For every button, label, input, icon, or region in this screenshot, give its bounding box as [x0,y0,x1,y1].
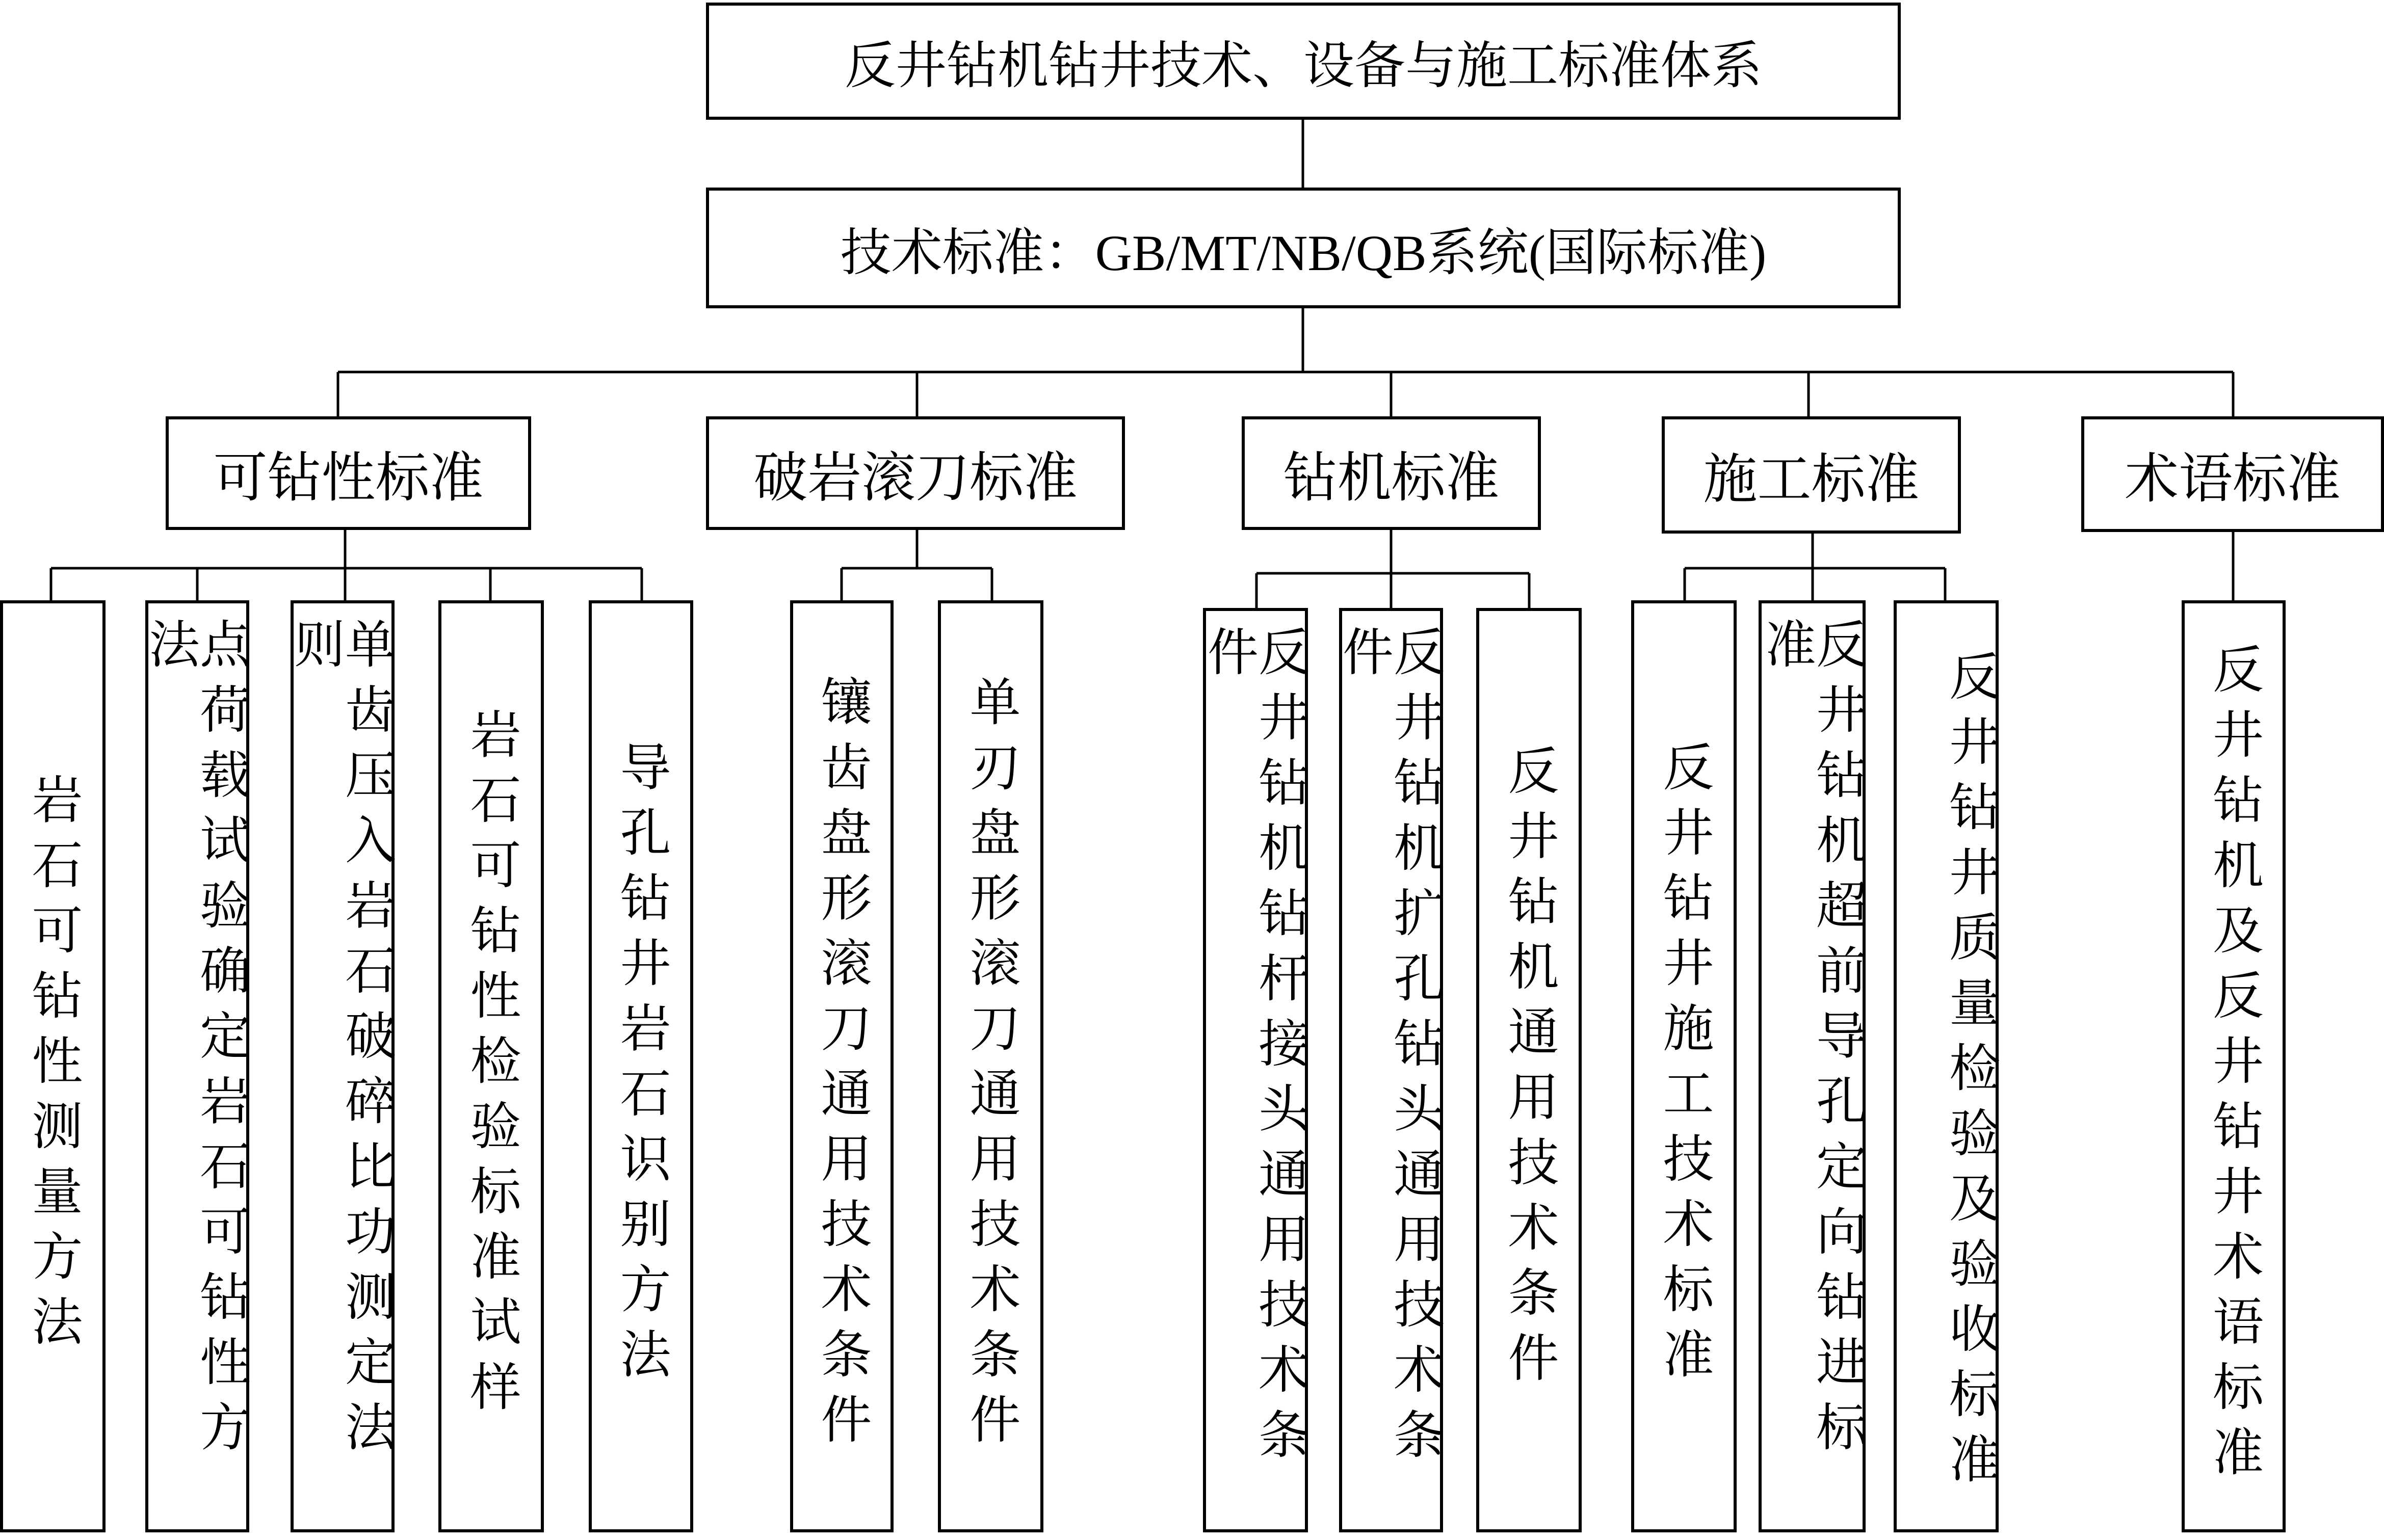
category-drilling-rig-label: 钻机标准 [1283,446,1500,509]
category-construction-box [1662,416,1961,534]
category-terminology-box [2081,416,2384,532]
leaf-reaming-bit: 反井钻机扩孔钻头通用技术条件 [1339,608,1443,1532]
category-construction-label: 施工标准 [1703,448,1920,511]
leaf-insert-disc-cutter: 镶齿盘形滚刀通用技术条件 [790,600,894,1532]
leaf-quality-inspection-acceptance: 反井钻井质量检验及验收标准 [1894,600,1999,1532]
leaf-directional-pilot-drilling: 反井钻机超前导孔定向钻进标准 [1759,600,1866,1532]
leaf-terminology: 反井钻机及反井钻井术语标准 [2182,600,2286,1532]
technical-standards-label: 技术标准：GB/MT/NB/QB系统(国际标准) [840,224,1767,281]
leaf-rig-general-conditions: 反井钻机通用技术条件 [1476,608,1582,1532]
leaf-drillability-test-sample: 岩石可钻性检验标准试样 [438,600,544,1532]
category-drillability-label: 可钻性标准 [213,446,484,509]
leaf-single-edge-disc-cutter: 单刃盘形滚刀通用技术条件 [938,600,1043,1532]
leaf-single-tooth-indentation: 单齿压入岩石破碎比功测定法则 [291,600,395,1532]
leaf-point-load-test: 点荷载试验确定岩石可钻性方法 [145,600,249,1532]
root-title: 反井钻机钻井技术、设备与施工标准体系 [845,36,1762,95]
leaf-pilot-hole-rock-identification: 导孔钻井岩石识别方法 [589,600,693,1532]
leaf-construction-technical: 反井钻井施工技术标准 [1631,600,1737,1532]
root-title-box [706,3,1901,120]
category-rock-cutter-box [706,416,1125,530]
leaf-drill-rod-joint: 反井钻机钻杆接头通用技术条件 [1203,608,1308,1532]
category-rock-cutter-label: 破岩滚刀标准 [753,446,1078,509]
category-drillability-box [166,416,531,530]
leaf-rock-drillability-measurement: 岩石可钻性测量方法 [0,600,106,1532]
category-terminology-label: 术语标准 [2125,447,2341,510]
category-drilling-rig-box [1242,416,1541,530]
technical-standards-box [706,188,1901,308]
